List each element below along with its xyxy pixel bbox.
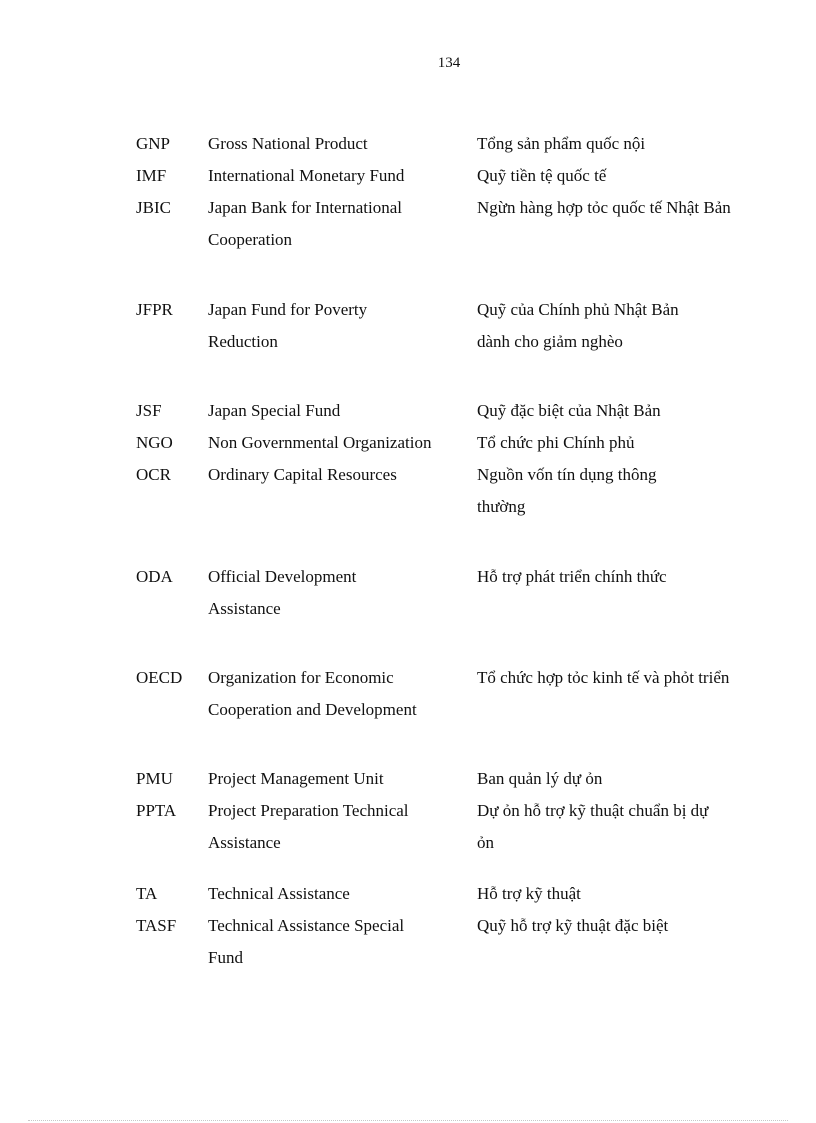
vietnamese-term: Tổng sản phẩm quốc nội — [477, 134, 646, 153]
page-bottom-divider — [28, 1120, 788, 1121]
abbreviation: OCR — [136, 465, 171, 484]
vietnamese-term: Dự ỏn hỗ trợ kỹ thuật chuẩn bị dự ỏn — [477, 801, 709, 852]
english-term: International Monetary Fund — [208, 166, 405, 185]
abbreviation: JSF — [136, 401, 162, 420]
vietnamese-term: Quỹ tiền tệ quốc tế — [477, 166, 607, 185]
abbreviation: TA — [136, 884, 158, 903]
english-term: Non Governmental Organization — [208, 433, 432, 452]
vietnamese-term: Hỗ trợ kỹ thuật — [477, 884, 581, 903]
english-term: Project Preparation Technical Assistance — [208, 801, 409, 852]
english-term: Ordinary Capital Resources — [208, 465, 397, 484]
vietnamese-term: Hỗ trợ phát triển chính thức — [477, 567, 667, 586]
abbreviation: JBIC — [136, 198, 171, 217]
abbreviation: PPTA — [136, 801, 177, 820]
english-term: Organization for Economic Cooperation and Development — [208, 668, 417, 719]
english-term: Japan Special Fund — [208, 401, 341, 420]
english-term: Japan Fund for Poverty Reduction — [208, 300, 368, 351]
english-term: Official Development Assistance — [208, 567, 357, 618]
abbreviation: ODA — [136, 567, 173, 586]
vietnamese-term: Nguồn vốn tín dụng thông thường — [477, 465, 657, 516]
english-term: Project Management Unit — [208, 769, 384, 788]
page-number: 134 — [437, 55, 461, 71]
abbreviation: PMU — [136, 769, 173, 788]
abbreviation: GNP — [136, 134, 171, 153]
vietnamese-term: Quỹ hỗ trợ kỹ thuật đặc biệt — [477, 916, 669, 935]
vietnamese-term: Ban quản lý dự ỏn — [477, 769, 603, 788]
abbreviation: TASF — [136, 916, 177, 935]
abbreviation: IMF — [136, 166, 167, 185]
english-term: Technical Assistance — [208, 884, 350, 903]
vietnamese-term: Tổ chức phi Chính phủ — [477, 433, 635, 452]
vietnamese-term: Quỹ đặc biệt của Nhật Bản — [477, 401, 661, 420]
vietnamese-term: Tổ chức hợp tỏc kinh tế và phỏt triển — [477, 668, 730, 687]
vietnamese-term: Ngừn hàng hợp tỏc quốc tế Nhật Bản — [477, 198, 731, 217]
abbreviation: OECD — [136, 668, 183, 687]
abbreviation: JFPR — [136, 300, 173, 319]
vietnamese-term: Quỹ của Chính phủ Nhật Bản dành cho giảm nghèo — [477, 300, 679, 351]
english-term: Technical Assistance Special Fund — [208, 916, 405, 967]
english-term: Japan Bank for International Cooperation — [208, 198, 403, 249]
abbreviation: NGO — [136, 433, 173, 452]
english-term: Gross National Product — [208, 134, 368, 153]
